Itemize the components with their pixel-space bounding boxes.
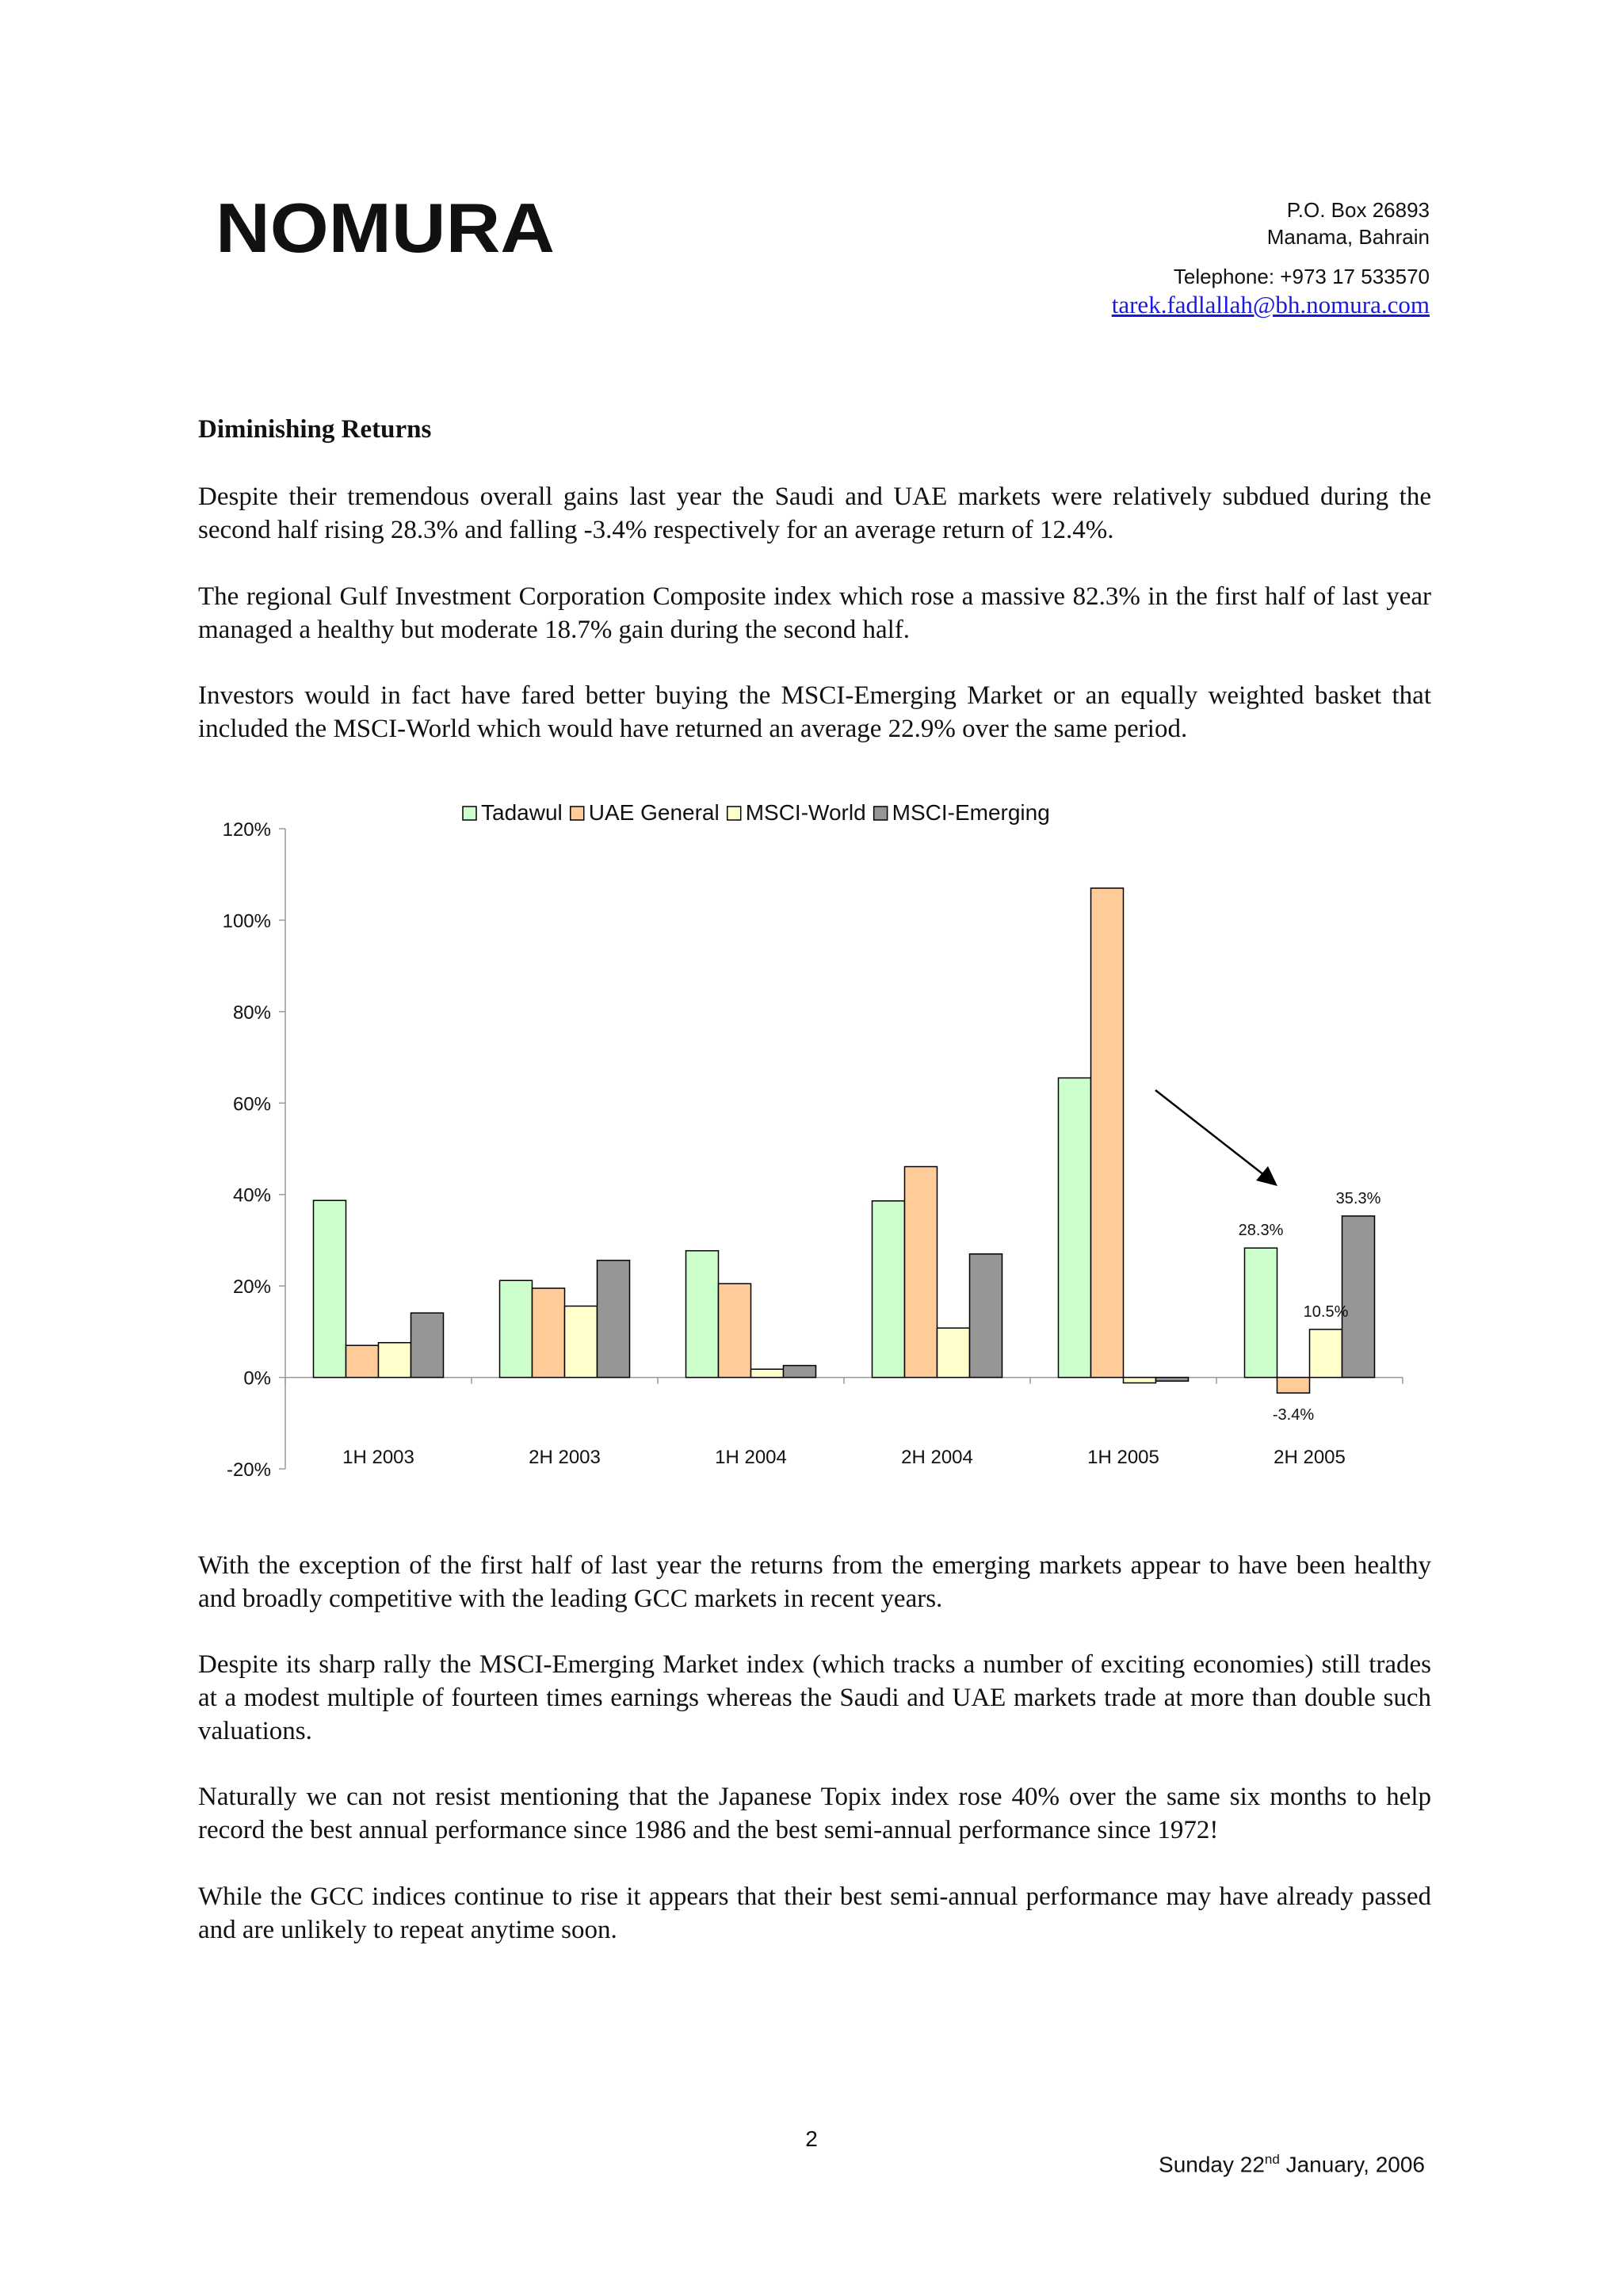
- bar: [379, 1343, 411, 1378]
- email-link[interactable]: tarek.fadlallah@bh.nomura.com: [1111, 291, 1430, 318]
- bar: [346, 1345, 379, 1377]
- data-label: 28.3%: [1238, 1222, 1284, 1240]
- address-line-2: Manama, Bahrain: [1266, 225, 1430, 249]
- bar: [1277, 1378, 1310, 1394]
- contact-block: [1112, 196, 1430, 320]
- annotation-arrow-line: [1155, 1090, 1264, 1175]
- bar: [565, 1306, 598, 1378]
- nomura-logo-mark: [216, 198, 556, 258]
- bar: [873, 1201, 905, 1378]
- data-label: -3.4%: [1272, 1406, 1315, 1425]
- y-tick-label: -20%: [226, 1459, 271, 1481]
- legend-label: MSCI-World: [745, 800, 866, 825]
- nomura-logo: [216, 198, 556, 258]
- legend-swatch: [571, 807, 584, 820]
- footer-date: [1159, 2152, 1425, 2177]
- bar: [1342, 1216, 1375, 1378]
- date-prefix: Sunday 22: [1159, 2152, 1265, 2177]
- bar: [1310, 1329, 1342, 1378]
- y-tick-label: 0%: [243, 1367, 271, 1390]
- page-number: 2: [805, 2126, 818, 2151]
- bar: [686, 1251, 719, 1378]
- bar: [905, 1167, 938, 1378]
- chart-svg: [198, 792, 1431, 1489]
- paragraph-7: While the GCC indices continue to rise it appears that their best semi-annual performance may have already passed and are unlikely to repeat anytime soon.: [198, 1882, 1431, 1944]
- y-tick-label: 80%: [232, 1001, 271, 1024]
- data-label: 35.3%: [1335, 1189, 1381, 1207]
- legend-swatch: [727, 807, 741, 820]
- paragraph-1: Despite their tremendous overall gains last year the Saudi and UAE markets were relatively subdued during the second half rising 28.3% and falling -3.4% respectively for an average return of 12.4%.: [198, 482, 1431, 544]
- y-tick-label: 20%: [232, 1276, 271, 1299]
- date-rest: January, 2006: [1279, 2152, 1425, 2177]
- x-tick-label: 1H 2005: [1087, 1447, 1159, 1468]
- paragraph-5: Despite its sharp rally the MSCI-Emerging Market index (which tracks a number of exciting economies) still trades at a modest multiple of fourteen times earnings whereas the Saudi and UAE markets trade at more than double such valuations.: [198, 1650, 1431, 1745]
- annotation-arrow-head: [1256, 1166, 1277, 1186]
- bar: [500, 1280, 533, 1377]
- paragraph-3: Investors would in fact have fared better buying the MSCI-Emerging Market or an equally weighted basket that included the MSCI-World which would have returned an average 22.9% over the same period.: [198, 681, 1431, 743]
- y-tick-label: 100%: [222, 910, 271, 933]
- legend-label: UAE General: [588, 800, 720, 825]
- y-tick-label: 60%: [232, 1093, 271, 1116]
- bar: [533, 1288, 565, 1378]
- paragraph-4: With the exception of the first half of last year the returns from the emerging markets appear to have been healthy and broadly competitive with the leading GCC markets in recent years.: [198, 1551, 1431, 1613]
- bar: [970, 1254, 1002, 1378]
- bar: [784, 1366, 816, 1378]
- date-suffix: nd: [1264, 2152, 1280, 2167]
- bar: [598, 1261, 630, 1378]
- address-line-1: P.O. Box 26893: [1286, 198, 1430, 222]
- bar: [1245, 1248, 1277, 1377]
- legend-label: Tadawul: [481, 800, 563, 825]
- paragraph-6: Naturally we can not resist mentioning that the Japanese Topix index rose 40% over the same six months to help record the best annual performance since 1986 and the best semi-annual performance since 1972!: [198, 1783, 1431, 1844]
- bar: [719, 1283, 751, 1377]
- legend-swatch: [463, 807, 476, 820]
- x-tick-label: 2H 2004: [901, 1447, 973, 1468]
- y-tick-label: 40%: [232, 1184, 271, 1207]
- x-tick-label: 1H 2003: [342, 1447, 414, 1468]
- returns-bar-chart: [198, 792, 1431, 1489]
- logo-text: NOMURA: [216, 198, 555, 258]
- bar: [1059, 1078, 1091, 1378]
- bar: [938, 1328, 970, 1377]
- data-label: 10.5%: [1303, 1302, 1349, 1321]
- x-tick-label: 1H 2004: [715, 1447, 787, 1468]
- bar: [1124, 1378, 1156, 1383]
- bar: [314, 1200, 346, 1377]
- bar: [1156, 1378, 1189, 1382]
- telephone: Telephone: +973 17 533570: [1173, 265, 1430, 288]
- paragraph-2: The regional Gulf Investment Corporation Composite index which rose a massive 82.3% in the first half of last year managed a healthy but moderate 18.7% gain during the second half.: [198, 582, 1431, 644]
- bar: [751, 1369, 784, 1377]
- bar: [1091, 888, 1124, 1378]
- legend-swatch: [874, 807, 888, 820]
- article-heading: Diminishing Returns: [198, 415, 432, 444]
- x-tick-label: 2H 2005: [1274, 1447, 1346, 1468]
- x-tick-label: 2H 2003: [529, 1447, 601, 1468]
- legend-label: MSCI-Emerging: [892, 800, 1050, 825]
- bar: [411, 1313, 444, 1377]
- y-tick-label: 120%: [222, 819, 271, 841]
